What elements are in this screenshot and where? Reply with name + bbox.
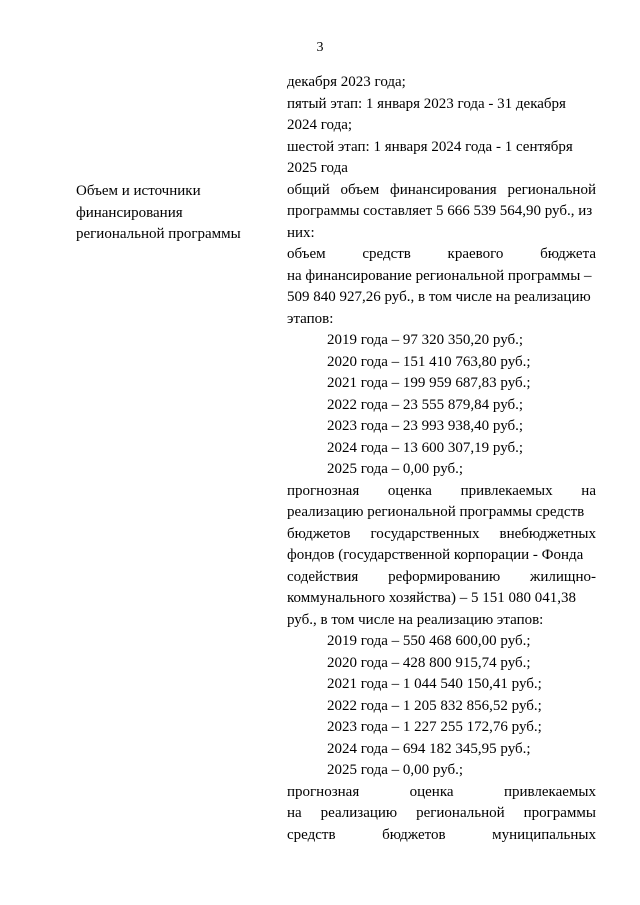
fund-stage: 2023 года – 1 227 255 172,76 руб.; xyxy=(327,719,542,735)
fund-stage: 2024 года – 694 182 345,95 руб.; xyxy=(327,740,531,757)
fund-stage: 2020 года – 428 800 915,74 руб.; xyxy=(327,654,531,671)
regional-budget-stage: 2025 года – 0,00 руб.; xyxy=(327,461,464,477)
fund-financing-line: руб., в том числе на реализацию этапов: xyxy=(287,611,544,628)
municipal-financing-line xyxy=(287,803,596,825)
word: привлекаемых xyxy=(460,482,553,499)
word: государственных xyxy=(370,525,480,542)
fund-stage: 2019 года – 550 468 600,00 руб.; xyxy=(327,633,531,649)
financing-block xyxy=(287,180,596,847)
word: краевого xyxy=(447,246,504,262)
fund-financing-line xyxy=(287,481,596,503)
word: на xyxy=(581,482,596,499)
word: объем xyxy=(340,181,380,198)
total-financing-line: программы составляет 5 666 539 564,90 руб., из xyxy=(287,203,593,219)
word: реформированию xyxy=(388,568,501,585)
word: на xyxy=(287,805,302,821)
word: средств xyxy=(362,246,411,262)
regional-budget-stage: 2020 года – 151 410 763,80 руб.; xyxy=(327,353,531,370)
word: общий xyxy=(287,181,330,198)
word: оценка xyxy=(409,783,454,800)
text-line: шестой этап: 1 января 2024 года - 1 сентября xyxy=(287,138,573,155)
regional-budget-stage: 2022 года – 23 555 879,84 руб.; xyxy=(327,396,524,413)
label-line: региональной программы xyxy=(76,226,241,242)
word: содействия xyxy=(287,568,359,585)
word: финансирования xyxy=(390,181,497,198)
word: средств xyxy=(287,826,336,843)
regional-budget-line xyxy=(287,244,596,266)
total-financing-line: них: xyxy=(287,224,315,241)
text-line: 2024 года; xyxy=(287,117,353,133)
word: программы xyxy=(523,805,596,821)
word: объем xyxy=(287,246,326,262)
text-line: пятый этап: 1 января 2023 года - 31 декабря xyxy=(287,95,566,112)
regional-budget-stage: 2024 года – 13 600 307,19 руб.; xyxy=(327,439,524,456)
fund-stage: 2022 года – 1 205 832 856,52 руб.; xyxy=(327,697,542,714)
word: региональной xyxy=(507,181,596,198)
word: прогнозная xyxy=(287,482,360,499)
word: жилищно- xyxy=(530,568,596,585)
regional-budget-line: на финансирование региональной программы – xyxy=(287,267,592,284)
regional-budget-stage: 2019 года – 97 320 350,20 руб.; xyxy=(327,332,524,348)
municipal-financing-line xyxy=(287,782,596,804)
municipal-financing-line xyxy=(287,825,596,847)
text-line: декабря 2023 года; xyxy=(287,74,406,90)
fund-stage: 2021 года – 1 044 540 150,41 руб.; xyxy=(327,676,542,692)
word: реализацию xyxy=(320,805,398,821)
text-line: 2025 года xyxy=(287,160,348,176)
fund-financing-line: реализацию региональной программы средств xyxy=(287,504,585,520)
word: бюджетов xyxy=(287,525,351,542)
word: прогнозная xyxy=(287,783,360,800)
word: муниципальных xyxy=(492,826,596,843)
label-line: Объем и источники xyxy=(76,183,201,199)
word: внебюджетных xyxy=(499,525,596,542)
fund-financing-line: фондов (государственной корпорации - Фонда xyxy=(287,547,584,563)
word: привлекаемых xyxy=(503,783,596,800)
regional-budget-line: 509 840 927,26 руб., в том числе на реализацию xyxy=(287,289,591,305)
page-number: 3 xyxy=(316,40,324,55)
fund-stage: 2025 года – 0,00 руб.; xyxy=(327,762,464,778)
label-line: финансирования xyxy=(76,204,183,221)
total-financing-line xyxy=(287,180,596,202)
word: оценка xyxy=(387,482,432,499)
section-content xyxy=(287,72,596,846)
word: бюджета xyxy=(540,246,596,262)
fund-financing-line xyxy=(287,567,596,589)
stages-continuation xyxy=(287,72,596,180)
fund-financing-line: коммунального хозяйства) – 5 151 080 041,38 xyxy=(287,590,576,606)
word: бюджетов xyxy=(382,826,446,843)
regional-budget-stage: 2023 года – 23 993 938,40 руб.; xyxy=(327,418,524,434)
fund-financing-line xyxy=(287,524,596,546)
section-label xyxy=(76,181,276,246)
regional-budget-stage: 2021 года – 199 959 687,83 руб.; xyxy=(327,375,531,391)
regional-budget-line: этапов: xyxy=(287,310,334,327)
word: региональной xyxy=(416,805,505,821)
